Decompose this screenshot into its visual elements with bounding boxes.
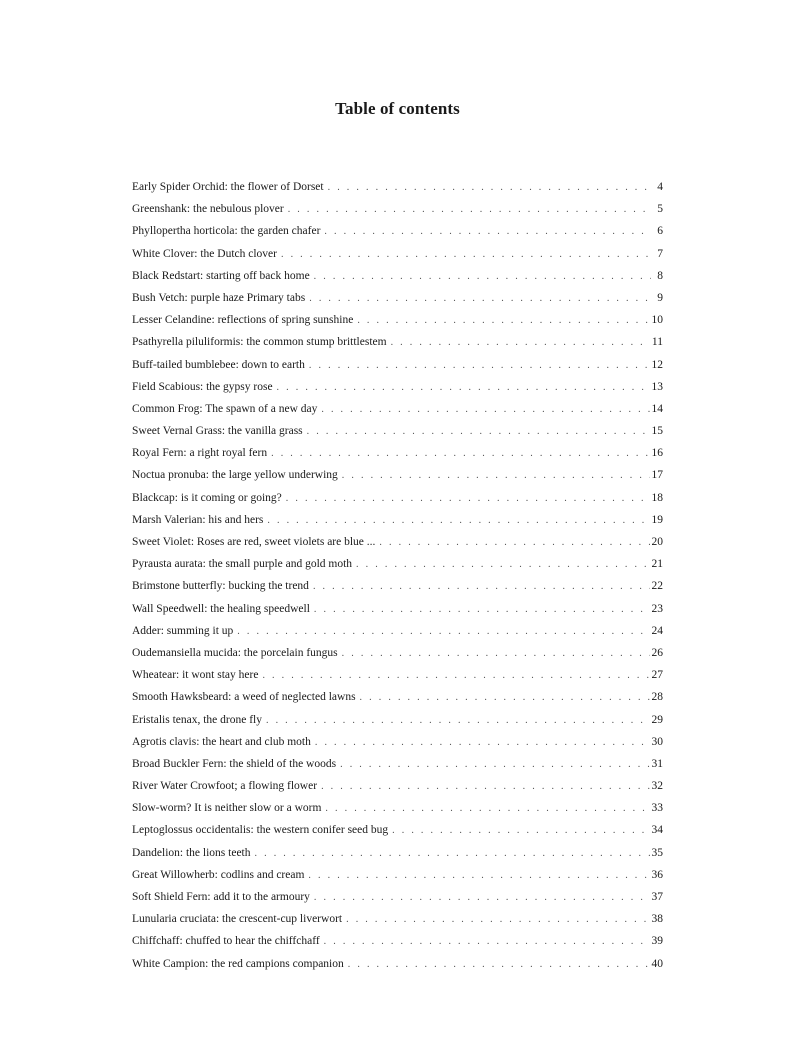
- toc-entry[interactable]: [132, 930, 663, 952]
- toc-entry-page-number: 34: [651, 824, 663, 837]
- toc-entry-page-number: 29: [651, 713, 663, 726]
- toc-entry-title: Phyllopertha horticola: the garden chafer: [132, 225, 321, 238]
- dot-leader: [356, 554, 649, 576]
- toc-entry-page-number: 7: [657, 247, 663, 260]
- toc-entry[interactable]: [132, 731, 663, 753]
- toc-entry-page-number: 13: [651, 380, 663, 393]
- toc-entry-page-number: 6: [657, 225, 663, 238]
- toc-entry-title: Great Willowherb: codlins and cream: [132, 868, 305, 881]
- dot-leader: [266, 710, 650, 732]
- dot-leader: [314, 266, 651, 288]
- toc-entry[interactable]: [132, 287, 663, 309]
- toc-entry-page-number: 27: [651, 669, 663, 682]
- toc-entry-title: Common Frog: The spawn of a new day: [132, 402, 318, 415]
- toc-entry[interactable]: [132, 953, 663, 975]
- toc-entry-title: Buff-tailed bumblebee: down to earth: [132, 358, 305, 371]
- toc-entry[interactable]: [132, 598, 663, 620]
- toc-entry-title: Chiffchaff: chuffed to hear the chiffchaff: [132, 935, 320, 948]
- toc-entry-title: Agrotis clavis: the heart and club moth: [132, 735, 311, 748]
- toc-entry[interactable]: [132, 354, 663, 376]
- toc-entry-page-number: 15: [651, 425, 663, 438]
- toc-entry-title: Lesser Celandine: reflections of spring sunshine: [132, 314, 354, 327]
- toc-entry-page-number: 5: [657, 203, 663, 216]
- toc-entry[interactable]: [132, 309, 663, 331]
- dot-leader: [315, 732, 650, 754]
- dot-leader: [325, 798, 649, 820]
- toc-entry-page-number: 32: [651, 780, 663, 793]
- toc-entry-title: Brimstone butterfly: bucking the trend: [132, 580, 309, 593]
- toc-entry[interactable]: [132, 220, 663, 242]
- toc-entry-page-number: 12: [651, 358, 663, 371]
- toc-entry-title: Blackcap: is it coming or going?: [132, 491, 282, 504]
- toc-entry-title: Soft Shield Fern: add it to the armoury: [132, 891, 310, 903]
- toc-entry-title: Noctua pronuba: the large yellow underwing: [132, 469, 338, 482]
- dot-leader: [255, 843, 650, 865]
- dot-leader: [308, 865, 649, 887]
- toc-entry-title: White Clover: the Dutch clover: [132, 247, 277, 260]
- toc-entry[interactable]: [132, 686, 663, 708]
- toc-entry[interactable]: [132, 709, 663, 731]
- toc-entry-page-number: 22: [651, 580, 663, 593]
- toc-entry[interactable]: [132, 531, 663, 553]
- toc-entry-title: Sweet Vernal Grass: the vanilla grass: [132, 425, 303, 438]
- toc-entry-page-number: 38: [651, 913, 663, 926]
- toc-entry-title: Greenshank: the nebulous plover: [132, 203, 284, 216]
- dot-leader: [262, 665, 649, 687]
- toc-entry[interactable]: [132, 464, 663, 486]
- toc-entry[interactable]: [132, 331, 663, 353]
- toc-entry-page-number: 9: [657, 291, 663, 304]
- dot-leader: [340, 754, 649, 776]
- toc-entry[interactable]: [132, 442, 663, 464]
- toc-entry-title: Adder: summing it up: [132, 624, 234, 637]
- toc-entry-title: River Water Crowfoot; a flowing flower: [132, 780, 318, 793]
- toc-entry-title: Psathyrella piluliformis: the common stump brittlestem: [132, 336, 387, 349]
- toc-entry-page-number: 39: [651, 935, 663, 948]
- dot-leader: [348, 954, 650, 976]
- dot-leader: [286, 488, 650, 510]
- dot-leader: [342, 465, 650, 487]
- toc-entry[interactable]: [132, 642, 663, 664]
- dot-leader: [360, 687, 650, 709]
- toc-entry-page-number: 31: [651, 757, 663, 770]
- toc-entry-page-number: 20: [651, 536, 663, 548]
- toc-entry-title: Oudemansiella mucida: the porcelain fungus: [132, 646, 338, 659]
- toc-entry[interactable]: [132, 553, 663, 575]
- toc-entry[interactable]: [132, 753, 663, 775]
- toc-list: [132, 176, 663, 975]
- toc-entry-title: Early Spider Orchid: the flower of Dorset: [132, 181, 324, 193]
- dot-leader: [346, 909, 649, 931]
- toc-entry[interactable]: [132, 198, 663, 220]
- toc-entry-page-number: 36: [651, 868, 663, 881]
- dot-leader: [271, 443, 649, 465]
- dot-leader: [321, 776, 649, 798]
- toc-entry[interactable]: [132, 487, 663, 509]
- page-title: Table of contents: [335, 99, 460, 118]
- toc-entry-page-number: 33: [651, 802, 663, 815]
- dot-leader: [342, 643, 650, 665]
- toc-entry[interactable]: [132, 775, 663, 797]
- toc-entry[interactable]: [132, 864, 663, 886]
- toc-entry[interactable]: [132, 575, 663, 597]
- toc-entry[interactable]: [132, 420, 663, 442]
- toc-entry[interactable]: [132, 243, 663, 265]
- dot-leader: [357, 310, 649, 332]
- toc-entry[interactable]: [132, 265, 663, 287]
- toc-entry[interactable]: [132, 176, 663, 198]
- toc-entry-title: Dandelion: the lions teeth: [132, 846, 251, 859]
- toc-entry[interactable]: [132, 376, 663, 398]
- toc-entry[interactable]: [132, 620, 663, 642]
- toc-entry-page-number: 11: [651, 336, 663, 349]
- toc-entry[interactable]: [132, 886, 663, 908]
- dot-leader: [307, 421, 650, 443]
- toc-entry-title: Leptoglossus occidentalis: the western conifer seed bug: [132, 824, 389, 837]
- toc-entry-page-number: 35: [651, 846, 663, 859]
- toc-entry-title: Eristalis tenax, the drone fly: [132, 713, 262, 726]
- toc-entry-title: Slow-worm? It is neither slow or a worm: [132, 802, 322, 815]
- dot-leader: [379, 532, 649, 554]
- toc-entry-page-number: 19: [651, 513, 663, 526]
- dot-leader: [277, 377, 650, 399]
- toc-entry-title: Black Redstart: starting off back home: [132, 269, 310, 282]
- dot-leader: [314, 887, 650, 909]
- dot-leader: [324, 221, 651, 243]
- toc-entry-title: Bush Vetch: purple haze Primary tabs: [132, 291, 306, 304]
- toc-entry-title: Field Scabious: the gypsy rose: [132, 380, 273, 393]
- dot-leader: [392, 820, 649, 842]
- dot-leader: [314, 599, 650, 621]
- toc-entry-page-number: 10: [651, 314, 663, 327]
- toc-entry[interactable]: [132, 664, 663, 686]
- toc-entry[interactable]: [132, 842, 663, 864]
- toc-entry-title: Lunularia cruciata: the crescent-cup liverwort: [132, 913, 343, 926]
- toc-entry[interactable]: [132, 797, 663, 819]
- toc-entry-page-number: 8: [657, 269, 663, 282]
- toc-entry-page-number: 24: [651, 624, 663, 637]
- dot-leader: [267, 510, 649, 532]
- dot-leader: [288, 199, 651, 221]
- toc-entry[interactable]: [132, 509, 663, 531]
- toc-entry-page-number: 21: [651, 558, 663, 571]
- toc-entry[interactable]: [132, 908, 663, 930]
- dot-leader: [324, 931, 650, 953]
- toc-entry-title: White Campion: the red campions companion: [132, 957, 344, 970]
- toc-entry-title: Sweet Violet: Roses are red, sweet violets are blue ...: [132, 536, 376, 548]
- toc-entry-page-number: 16: [651, 447, 663, 460]
- toc-entry-title: Broad Buckler Fern: the shield of the woods: [132, 757, 337, 770]
- toc-entry-page-number: 17: [651, 469, 663, 482]
- toc-entry-title: Wheatear: it wont stay here: [132, 669, 259, 682]
- toc-entry-page-number: 18: [651, 491, 663, 504]
- dot-leader: [237, 621, 649, 643]
- dot-leader: [309, 288, 651, 310]
- toc-entry-title: Wall Speedwell: the healing speedwell: [132, 602, 310, 615]
- toc-entry-title: Pyrausta aurata: the small purple and gold moth: [132, 558, 353, 571]
- dot-leader: [391, 332, 650, 354]
- toc-entry-title: Smooth Hawksbeard: a weed of neglected lawns: [132, 691, 356, 704]
- dot-leader: [309, 355, 650, 377]
- toc-entry[interactable]: [132, 819, 663, 841]
- toc-entry-page-number: 14: [651, 402, 663, 415]
- dot-leader: [321, 399, 649, 421]
- dot-leader: [328, 177, 651, 199]
- toc-entry-title: Marsh Valerian: his and hers: [132, 513, 264, 526]
- toc-entry-title: Royal Fern: a right royal fern: [132, 447, 268, 460]
- toc-entry-page-number: 4: [657, 181, 663, 193]
- toc-entry-page-number: 23: [651, 602, 663, 615]
- dot-leader: [313, 576, 650, 598]
- toc-entry[interactable]: [132, 398, 663, 420]
- toc-entry-page-number: 26: [651, 646, 663, 659]
- toc-entry-page-number: 40: [651, 957, 663, 970]
- toc-entry-page-number: 37: [651, 891, 663, 903]
- dot-leader: [281, 244, 651, 266]
- toc-entry-page-number: 30: [651, 735, 663, 748]
- toc-entry-page-number: 28: [651, 691, 663, 704]
